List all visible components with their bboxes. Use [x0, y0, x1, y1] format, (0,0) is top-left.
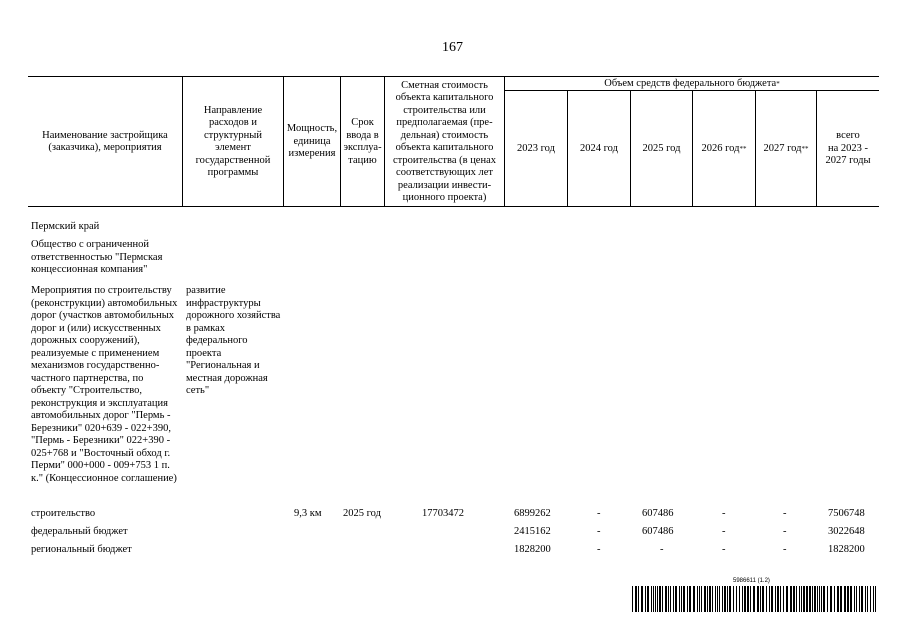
table-header — [28, 76, 879, 207]
header-year-2027: 2027 год ** — [755, 91, 816, 207]
program-direction: развитие инфраструктуры дорожного хозяйства в рамках федерального проекта "Региональная и местная дорожная сеть" — [186, 285, 281, 396]
header-year-2025: 2025 год — [630, 91, 692, 207]
row-name: региональный бюджет — [31, 544, 132, 555]
row-2027: - — [783, 526, 787, 537]
header-term: Срок ввода в эксплуа-тацию — [340, 77, 384, 207]
row-cost: 17703472 — [422, 508, 464, 519]
row-name: строительство — [31, 508, 96, 519]
table-row — [0, 543, 905, 557]
row-2027: - — [783, 508, 787, 519]
row-2026: - — [722, 544, 726, 555]
document-code: 5986611 (1.2) — [733, 578, 770, 584]
row-2027: - — [783, 544, 787, 555]
row-2025: - — [660, 544, 664, 555]
row-term: 2025 год — [343, 508, 381, 519]
header-cost: Сметная стоимость объекта капитального строительства или предполагаемая (пре-дельная) стоимость объекта капитального строительства (в ценах соответствующих лет реализации инвести-ционного проекта) — [384, 77, 504, 207]
region-name: Пермский край — [31, 221, 100, 232]
header-year-2026: 2026 год ** — [692, 91, 755, 207]
row-2024: - — [597, 544, 601, 555]
row-2025: 607486 — [642, 526, 674, 537]
row-name: федеральный бюджет — [31, 526, 128, 537]
header-federal-budget: Объем средств федерального бюджета * — [504, 77, 879, 91]
header-capacity: Мощность, единица измерения — [283, 77, 340, 207]
row-2025: 607486 — [642, 508, 674, 519]
row-capacity: 9,3 км — [294, 508, 322, 519]
header-year-2023: 2023 год — [504, 91, 567, 207]
table-row — [0, 507, 905, 521]
row-2026: - — [722, 526, 726, 537]
row-2024: - — [597, 526, 601, 537]
row-2023: 2415162 — [514, 526, 551, 537]
developer-name: Общество с ограниченной ответственностью "Пермская концессионная компания" — [31, 239, 163, 275]
header-direction: Направление расходов и структурный элемент государственной программы — [182, 77, 283, 207]
row-2024: - — [597, 508, 601, 519]
header-year-2024: 2024 год — [567, 91, 630, 207]
row-2023: 1828200 — [514, 544, 551, 555]
header-total: всего на 2023 - 2027 годы — [816, 91, 879, 207]
row-total: 7506748 — [828, 508, 865, 519]
barcode-image — [632, 586, 878, 612]
table-row — [0, 525, 905, 539]
page-number: 167 — [442, 40, 463, 55]
row-2026: - — [722, 508, 726, 519]
header-name: Наименование застройщика (заказчика), мероприятия — [42, 129, 168, 153]
row-total: 3022648 — [828, 526, 865, 537]
row-total: 1828200 — [828, 544, 865, 555]
measure-description: Мероприятия по строительству (реконструкции) автомобильных дорог (участков автомобильных дорог и (или) искусственных дорожных сооружений), реализуемые с применением механизмов государственно-частного партнерства, по объекту "Строительство, реконструкция и эксплуатация автомобильных дорог "Пермь - Березники" 020+639 - 022+390, "Пермь - Березники" 022+390 - 025+768 и "Восточный обход г. Перми" 000+000 - 009+753 1 п. к." (Концессионное соглашение) — [31, 285, 178, 484]
row-2023: 6899262 — [514, 508, 551, 519]
